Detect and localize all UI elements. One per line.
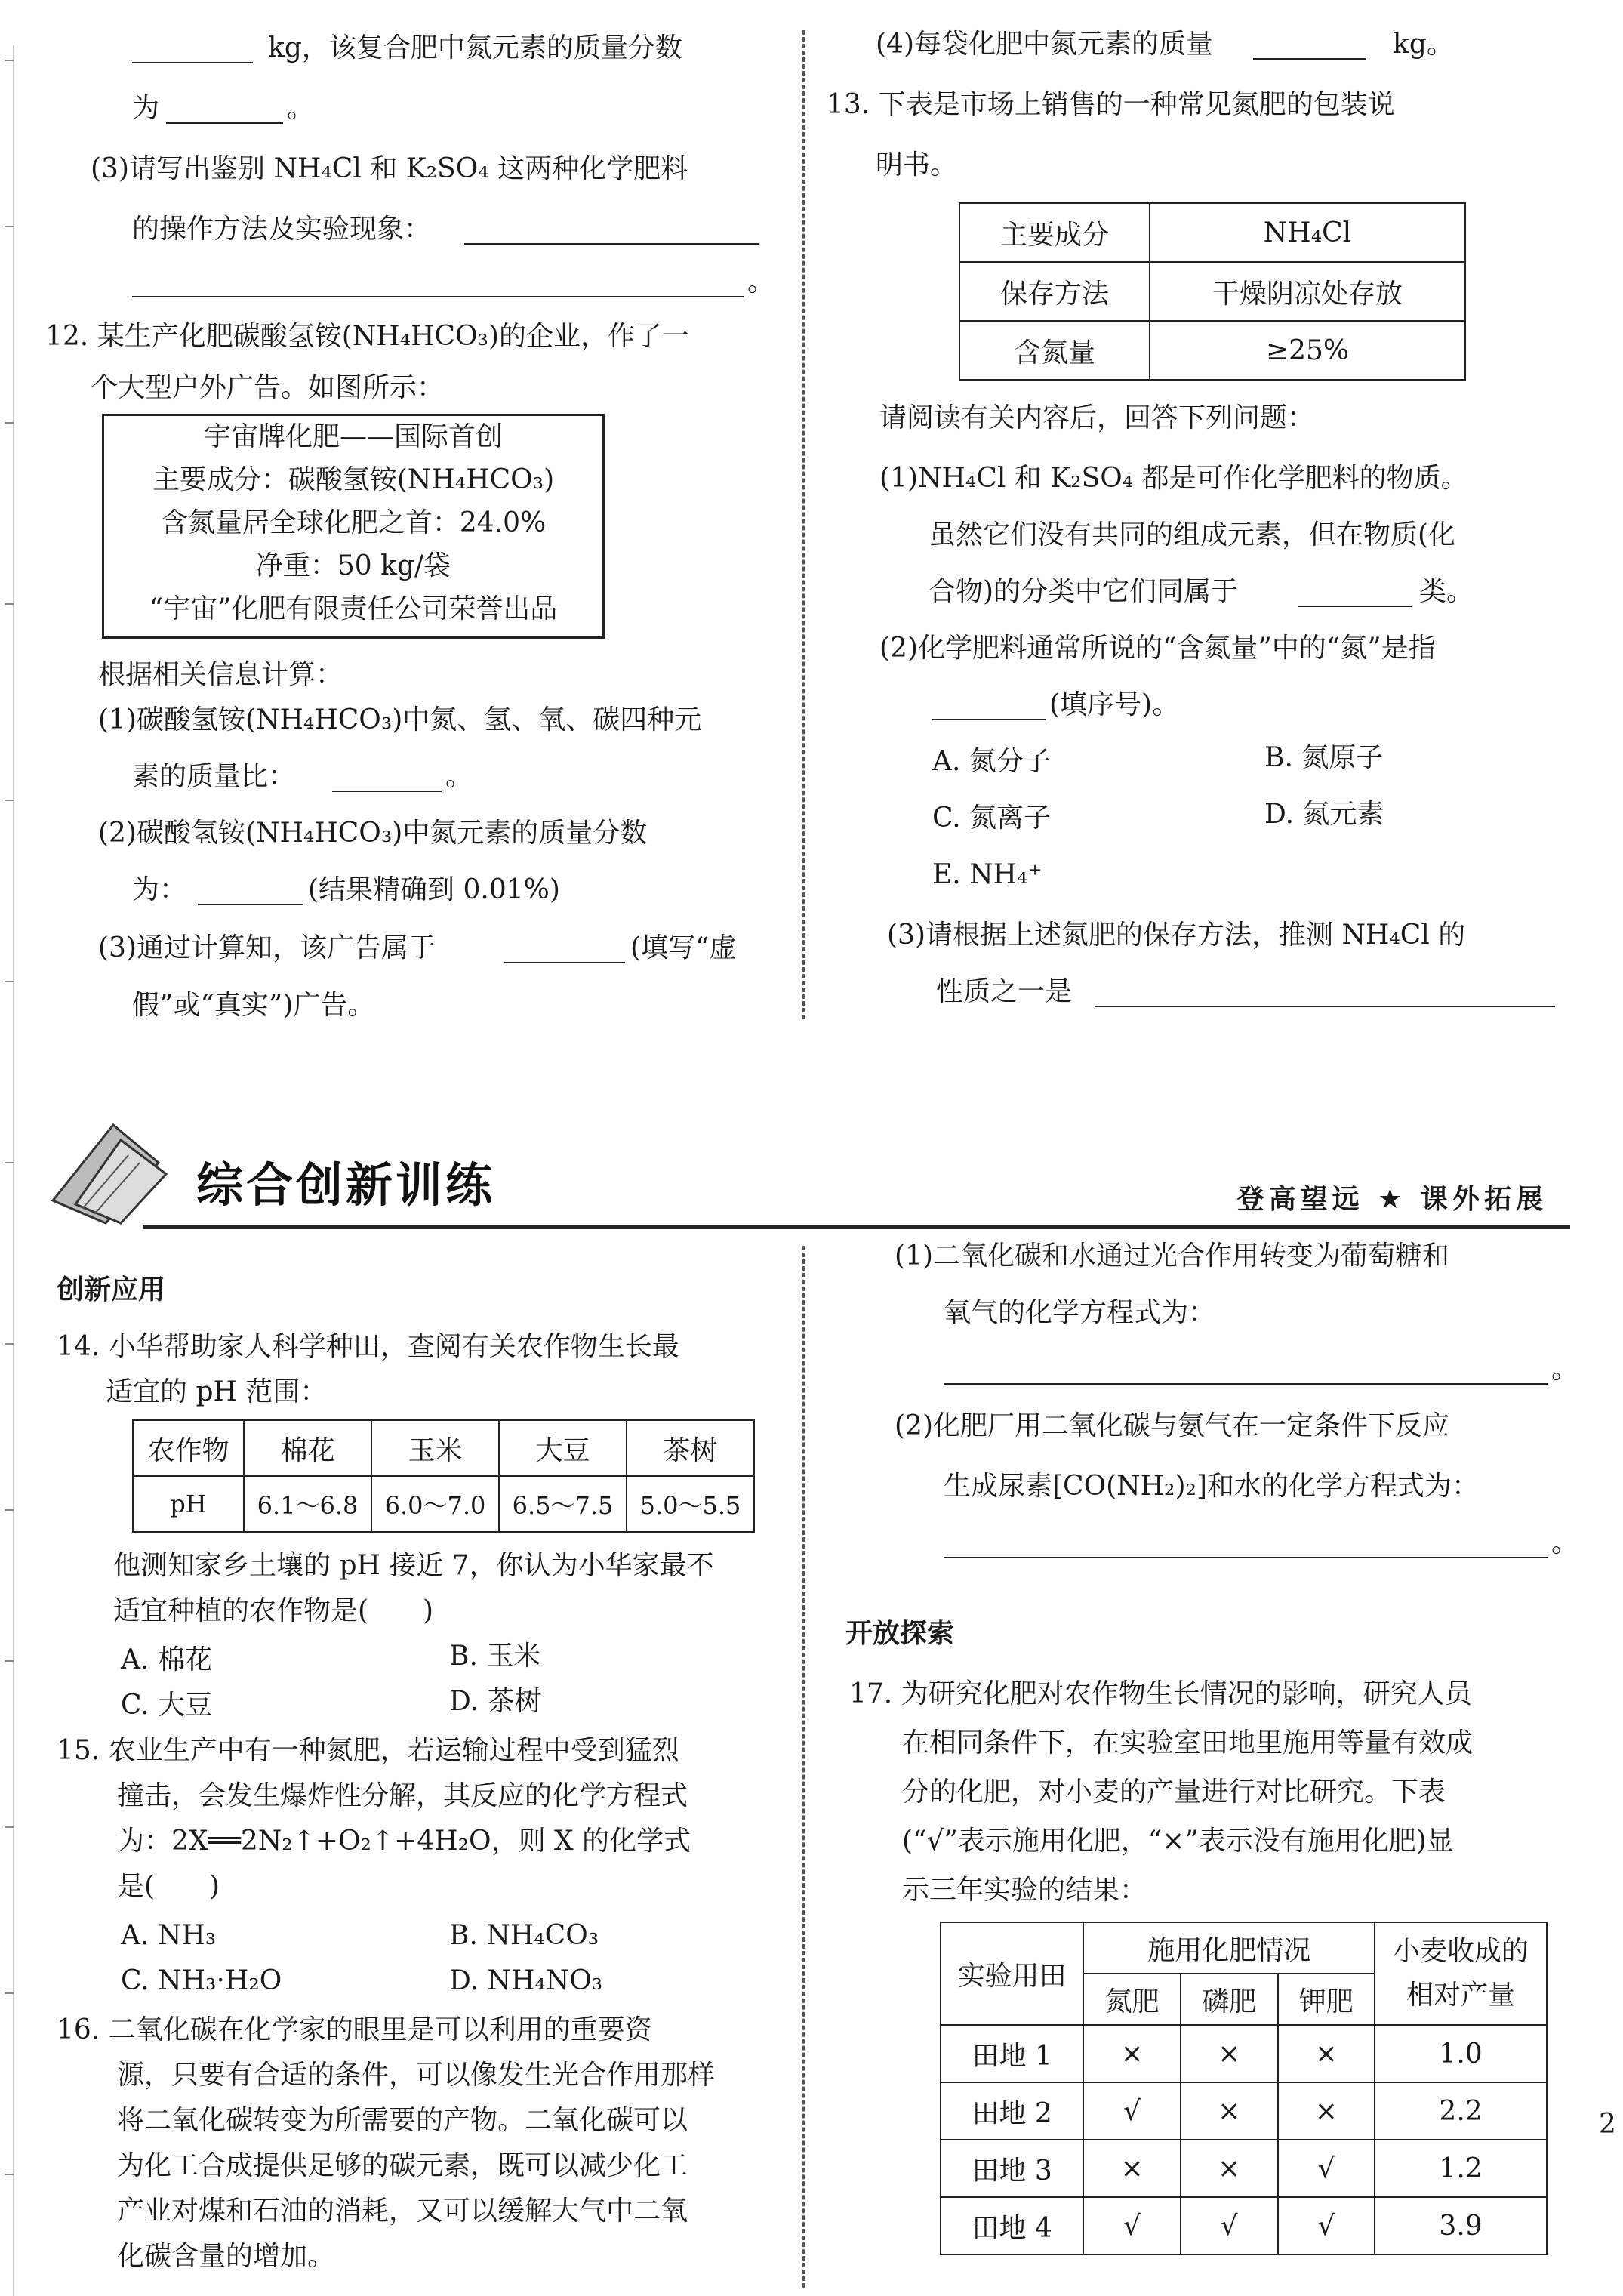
q11-sub3-end: 。 [747, 267, 775, 297]
table-cell: 3.9 [1375, 2197, 1547, 2254]
q11-sub3-line2: 的操作方法及实验现象： [132, 214, 432, 245]
table-cell: × [1083, 2140, 1181, 2197]
q15-option: B. NH₄CO₃ [449, 1920, 599, 1951]
table-cell: pH [133, 1476, 244, 1532]
table-header: 小麦收成的相对产量 [1375, 1922, 1547, 2025]
table-header: 磷肥 [1181, 1974, 1278, 2025]
q14-line1: 14. 小华帮助家人科学种田，查阅有关农作物生长最 [57, 1331, 679, 1362]
q16-line: 源，只要有合适的条件，可以像发生光合作用那样 [117, 2060, 716, 2091]
table-header: 茶树 [627, 1420, 754, 1476]
q12-sub2-end: (结果精确到 0.01%) [308, 874, 560, 905]
table-cell: 2.2 [1375, 2082, 1547, 2140]
table-cell: × [1083, 2025, 1181, 2082]
q17-line: (“√”表示施用化肥，“×”表示没有施用化肥)显 [902, 1826, 1454, 1857]
table-cell: √ [1278, 2140, 1375, 2197]
table-cell: 5.0～5.5 [627, 1476, 754, 1532]
answer-blank[interactable] [944, 1383, 1548, 1385]
q16-sub1-line2: 氧气的化学方程式为： [944, 1297, 1216, 1328]
q12-sub1-end: 。 [445, 761, 473, 792]
ad-line: “宇宙”化肥有限责任公司荣誉出品 [149, 593, 558, 624]
cell: 主要成分 [959, 203, 1150, 262]
q13-sub1-line3b: 类。 [1419, 576, 1474, 607]
answer-blank[interactable] [932, 719, 1046, 720]
q14-line3: 他测知家乡土壤的 pH 接近 7，你认为小华家最不 [113, 1550, 714, 1581]
answer-blank[interactable] [944, 1557, 1548, 1558]
q12-sub1-line1: (1)碳酸氢铵(NH₄HCO₃)中氮、氢、氧、碳四种元 [98, 704, 702, 735]
q17-line: 在相同条件下，在实验室田地里施用等量有效成 [902, 1727, 1474, 1758]
q14-ph-table [132, 1419, 755, 1533]
q11-sub4-label: (4)每袋化肥中氮元素的质量 [876, 29, 1213, 60]
q15-option: A. NH₃ [121, 1920, 217, 1951]
cell: 含氮量 [959, 321, 1150, 380]
answer-blank[interactable] [1298, 606, 1412, 607]
q15-option: C. NH₃·H₂O [121, 1965, 282, 1996]
q15-line2: 撞击，会发生爆炸性分解，其反应的化学方程式 [117, 1780, 688, 1811]
q11-sub4-unit: kg。 [1393, 29, 1454, 60]
q13-sub3-line1: (3)请根据上述氮肥的保存方法，推测 NH₄Cl 的 [887, 920, 1466, 951]
answer-blank[interactable] [332, 791, 442, 792]
answer-blank[interactable] [198, 904, 303, 905]
q13-sub2-line1: (2)化学肥料通常所说的“含氮量”中的“氮”是指 [879, 633, 1436, 664]
table-cell: × [1181, 2140, 1278, 2197]
answer-blank[interactable] [1253, 58, 1366, 60]
q13-intro: 请阅读有关内容后，回答下列问题： [879, 402, 1315, 433]
q13-sub2-line2: (填序号)。 [1049, 689, 1180, 720]
cell: ≥25% [1150, 321, 1465, 380]
column-divider-bottom [802, 1246, 805, 2288]
banner-title: 综合创新训练 [196, 1157, 496, 1213]
q11-sub3-line1: (3)请写出鉴别 NH₄Cl 和 K₂SO₄ 这两种化学肥料 [91, 153, 688, 184]
binding-margin-ticks [0, 0, 23, 2296]
q14-line2: 适宜的 pH 范围： [106, 1376, 328, 1407]
table-cell: 田地 4 [941, 2197, 1083, 2254]
q13-sub3-line2: 性质之一是 [936, 976, 1073, 1007]
table-cell: 1.0 [1375, 2025, 1547, 2082]
answer-blank[interactable] [132, 62, 253, 63]
q12-line2: 个大型户外广告。如图所示： [91, 372, 445, 403]
answer-blank[interactable] [1095, 1006, 1555, 1007]
q12-line1: 12. 某生产化肥碳酸氢铵(NH₄HCO₃)的企业，作了一 [45, 321, 689, 352]
q15-line3: 为：2X══2N₂↑+O₂↑+4H₂O，则 X 的化学式 [117, 1826, 691, 1857]
q12-sub3-line1b: (填写“虚 [630, 932, 737, 963]
q16-line: 16. 二氧化碳在化学家的眼里是可以利用的重要资 [57, 2014, 652, 2045]
table-header: 施用化肥情况 [1083, 1922, 1375, 1974]
table-header: 氮肥 [1083, 1974, 1181, 2025]
q16-line: 将二氧化碳转变为所需要的产物。二氧化碳可以 [117, 2105, 688, 2136]
q14-option: A. 棉花 [121, 1644, 212, 1675]
q13-option: B. 氮原子 [1264, 742, 1384, 773]
q12-sub3-line2: 假”或“真实”)广告。 [132, 990, 375, 1021]
ad-line: 含氮量居全球化肥之首：24.0% [160, 507, 547, 538]
q17-line: 示三年实验的结果： [902, 1875, 1147, 1906]
q15-line1: 15. 农业生产中有一种氮肥，若运输过程中受到猛烈 [57, 1735, 679, 1766]
table-header: 农作物 [133, 1420, 244, 1476]
table-header: 玉米 [371, 1420, 499, 1476]
q16-sub2-end: 。 [1551, 1527, 1579, 1558]
cell: 保存方法 [959, 262, 1150, 321]
section-banner [45, 1110, 1570, 1231]
q13-option: E. NH₄⁺ [932, 859, 1042, 890]
q13-option: D. 氮元素 [1264, 799, 1384, 830]
q13-line1: 13. 下表是市场上销售的一种常见氮肥的包装说 [827, 89, 1395, 120]
q13-line2: 明书。 [876, 149, 958, 180]
table-header: 实验用田 [941, 1922, 1083, 2025]
q13-sub1-line2: 虽然它们没有共同的组成元素，但在物质(化 [929, 519, 1456, 550]
q15-option: D. NH₄NO₃ [449, 1965, 603, 1996]
table-cell: × [1278, 2025, 1375, 2082]
q13-option: A. 氮分子 [932, 746, 1051, 777]
advertisement-box [102, 414, 605, 639]
q11-line2-label: 为 [132, 93, 160, 124]
answer-blank[interactable] [132, 296, 744, 297]
table-cell: √ [1083, 2082, 1181, 2140]
q17-line: 17. 为研究化肥对农作物生长情况的影响，研究人员 [849, 1678, 1472, 1709]
table-cell: √ [1278, 2197, 1375, 2254]
page-number: 2 [1599, 2109, 1616, 2140]
q11-line2-end: 。 [287, 93, 315, 124]
q13-info-table [959, 202, 1466, 381]
table-cell: 1.2 [1375, 2140, 1547, 2197]
q12-sub1-line2: 素的质量比： [132, 761, 296, 792]
answer-blank[interactable] [166, 122, 283, 124]
table-cell: 田地 1 [941, 2025, 1083, 2082]
ad-line: 宇宙牌化肥——国际首创 [203, 421, 503, 452]
table-cell: 田地 3 [941, 2140, 1083, 2197]
q16-line: 化碳含量的增加。 [117, 2241, 335, 2272]
q16-sub2-line1: (2)化肥厂用二氧化碳与氨气在一定条件下反应 [895, 1410, 1449, 1441]
q14-option: B. 玉米 [449, 1641, 541, 1672]
q17-results-table [940, 1922, 1548, 2255]
answer-blank[interactable] [504, 962, 625, 963]
q16-sub2-line2: 生成尿素[CO(NH₂)₂]和水的化学方程式为： [944, 1471, 1479, 1502]
column-divider-top [802, 30, 805, 1019]
q13-sub1-line3a: 合物)的分类中它们同属于 [929, 576, 1239, 607]
table-cell: × [1181, 2082, 1278, 2140]
cell: NH₄Cl [1150, 203, 1465, 262]
table-cell: × [1181, 2025, 1278, 2082]
answer-blank[interactable] [464, 243, 759, 245]
banner-book-icon [45, 1110, 196, 1231]
table-cell: 6.1～6.8 [244, 1476, 371, 1532]
table-cell: √ [1181, 2197, 1278, 2254]
q11-line1-text: kg，该复合肥中氮元素的质量分数 [268, 32, 682, 63]
table-cell: 6.5～7.5 [499, 1476, 627, 1532]
cell: 干燥阴凉处存放 [1150, 262, 1465, 321]
q12-intro: 根据相关信息计算： [98, 659, 343, 690]
q15-line4: 是( ) [117, 1871, 220, 1902]
q16-sub1-line1: (1)二氧化碳和水通过光合作用转变为葡萄糖和 [895, 1240, 1449, 1271]
table-cell: × [1278, 2082, 1375, 2140]
table-header: 大豆 [499, 1420, 627, 1476]
q12-sub2-line2: 为： [132, 874, 187, 905]
banner-rule [143, 1225, 1570, 1229]
ad-line: 主要成分：碳酸氢铵(NH₄HCO₃) [152, 464, 555, 495]
ad-line: 净重：50 kg/袋 [255, 550, 451, 581]
section-heading: 开放探索 [845, 1618, 955, 1649]
q16-line: 为化工合成提供足够的碳元素，既可以减少化工 [117, 2150, 688, 2181]
table-cell: 6.0～7.0 [371, 1476, 499, 1532]
table-cell: 田地 2 [941, 2082, 1083, 2140]
q13-sub1-line1: (1)NH₄Cl 和 K₂SO₄ 都是可作化学肥料的物质。 [879, 463, 1468, 494]
q12-sub2-line1: (2)碳酸氢铵(NH₄HCO₃)中氮元素的质量分数 [98, 818, 648, 849]
table-header: 钾肥 [1278, 1974, 1375, 2025]
q13-option: C. 氮离子 [932, 803, 1052, 834]
q16-sub1-end: 。 [1551, 1354, 1579, 1385]
q14-line4: 适宜种植的农作物是( ) [113, 1595, 434, 1626]
q17-line: 分的化肥，对小麦的产量进行对比研究。下表 [902, 1777, 1446, 1808]
banner-subtitle: 登高望远 ★ 课外拓展 [1236, 1184, 1548, 1215]
q14-option: C. 大豆 [121, 1690, 213, 1721]
table-cell: √ [1083, 2197, 1181, 2254]
table-header: 棉花 [244, 1420, 371, 1476]
q16-line: 产业对煤和石油的消耗，又可以缓解大气中二氧 [117, 2196, 688, 2227]
q12-sub3-line1a: (3)通过计算知，该广告属于 [98, 932, 436, 963]
section-heading: 创新应用 [57, 1274, 166, 1305]
q14-option: D. 茶树 [449, 1686, 542, 1717]
